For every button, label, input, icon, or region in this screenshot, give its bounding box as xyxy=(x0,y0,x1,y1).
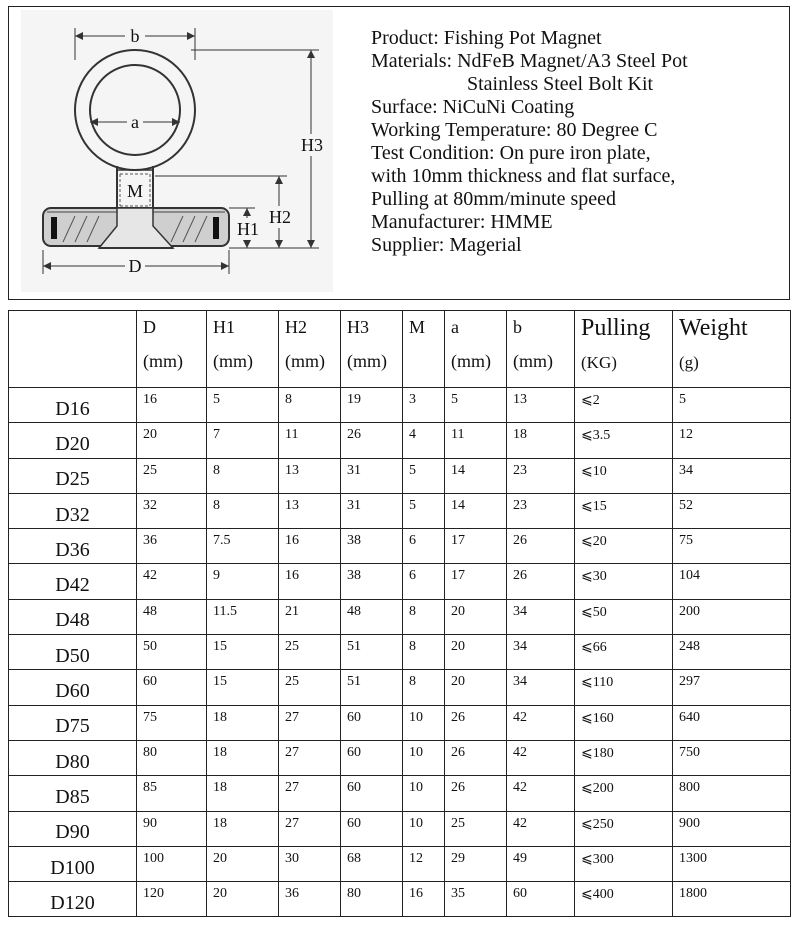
table-cell: 20 xyxy=(137,423,207,458)
table-cell: ⩽400 xyxy=(575,882,673,917)
table-cell: 640 xyxy=(673,705,791,740)
table-cell: 8 xyxy=(207,458,279,493)
header-label: Weight xyxy=(679,315,748,341)
model-cell: D75 xyxy=(9,705,137,740)
table-cell: 20 xyxy=(445,635,507,670)
table-row xyxy=(9,846,791,881)
header-unit: (mm) xyxy=(451,351,491,371)
table-cell: 11 xyxy=(445,423,507,458)
table-cell: 68 xyxy=(341,846,403,881)
header-label: a xyxy=(451,317,459,337)
table-cell: 12 xyxy=(403,846,445,881)
header-cell xyxy=(403,311,445,388)
table-cell: 42 xyxy=(507,776,575,811)
table-cell: 16 xyxy=(279,529,341,564)
table-cell: 900 xyxy=(673,811,791,846)
table-cell: 25 xyxy=(279,635,341,670)
table-cell: 19 xyxy=(341,388,403,423)
table-cell: 38 xyxy=(341,529,403,564)
spec-materials-cont: Stainless Steel Bolt Kit xyxy=(467,73,654,95)
label-d: D xyxy=(128,256,142,276)
table-row xyxy=(9,599,791,634)
table-cell: ⩽160 xyxy=(575,705,673,740)
table-cell: 1800 xyxy=(673,882,791,917)
header-cell xyxy=(279,311,341,388)
table-row xyxy=(9,564,791,599)
table-cell: ⩽200 xyxy=(575,776,673,811)
table-cell: 17 xyxy=(445,564,507,599)
table-cell: 5 xyxy=(445,388,507,423)
table-cell: 18 xyxy=(207,811,279,846)
table-cell: 29 xyxy=(445,846,507,881)
table-cell: 60 xyxy=(341,740,403,775)
table-cell: 26 xyxy=(507,529,575,564)
table-cell: 49 xyxy=(507,846,575,881)
header-cell xyxy=(9,311,137,388)
table-row xyxy=(9,635,791,670)
table-cell: ⩽15 xyxy=(575,493,673,528)
model-cell: D60 xyxy=(9,670,137,705)
table-cell: ⩽66 xyxy=(575,635,673,670)
label-b: b xyxy=(130,26,140,46)
model-cell: D80 xyxy=(9,740,137,775)
header-label: H3 xyxy=(347,317,369,337)
table-cell: 11.5 xyxy=(207,599,279,634)
spec-table xyxy=(8,310,791,917)
header-unit: (mm) xyxy=(513,351,553,371)
table-cell: 15 xyxy=(207,670,279,705)
table-cell: 75 xyxy=(673,529,791,564)
table-cell: 11 xyxy=(279,423,341,458)
table-row xyxy=(9,423,791,458)
table-cell: 52 xyxy=(673,493,791,528)
spec-table-container xyxy=(8,310,790,917)
model-cell: D100 xyxy=(9,846,137,881)
header-unit: (mm) xyxy=(347,351,387,371)
table-cell: 13 xyxy=(279,458,341,493)
table-cell: 34 xyxy=(673,458,791,493)
table-cell: 25 xyxy=(137,458,207,493)
table-cell: 10 xyxy=(403,705,445,740)
table-cell: 20 xyxy=(445,599,507,634)
spec-manufacturer: Manufacturer: HMME xyxy=(371,211,553,233)
table-cell: ⩽250 xyxy=(575,811,673,846)
table-cell: 17 xyxy=(445,529,507,564)
spec-surface: Surface: NiCuNi Coating xyxy=(371,96,575,118)
table-cell: 25 xyxy=(445,811,507,846)
table-cell: 5 xyxy=(207,388,279,423)
table-cell: ⩽180 xyxy=(575,740,673,775)
table-cell: 27 xyxy=(279,705,341,740)
table-cell: 60 xyxy=(341,705,403,740)
table-cell: 8 xyxy=(279,388,341,423)
table-cell: 90 xyxy=(137,811,207,846)
table-cell: 14 xyxy=(445,493,507,528)
table-cell: 80 xyxy=(341,882,403,917)
spec-working-temp: Working Temperature: 80 Degree C xyxy=(371,119,658,141)
table-cell: ⩽10 xyxy=(575,458,673,493)
spec-materials: Materials: NdFeB Magnet/A3 Steel Pot xyxy=(371,50,688,72)
table-cell: 21 xyxy=(279,599,341,634)
table-cell: 5 xyxy=(403,493,445,528)
table-cell: 27 xyxy=(279,811,341,846)
table-cell: 42 xyxy=(137,564,207,599)
header-unit: (KG) xyxy=(581,353,617,372)
header-label: H1 xyxy=(213,317,235,337)
label-a: a xyxy=(131,112,139,132)
table-row xyxy=(9,670,791,705)
model-cell: D48 xyxy=(9,599,137,634)
table-cell: 100 xyxy=(137,846,207,881)
table-cell: 9 xyxy=(207,564,279,599)
header-label: D xyxy=(143,317,156,337)
table-cell: 34 xyxy=(507,599,575,634)
table-row xyxy=(9,388,791,423)
table-cell: 248 xyxy=(673,635,791,670)
table-cell: 31 xyxy=(341,458,403,493)
diagram-drawing xyxy=(21,10,333,292)
table-cell: 34 xyxy=(507,670,575,705)
model-cell: D120 xyxy=(9,882,137,917)
table-cell: 26 xyxy=(445,776,507,811)
spec-test-condition-2: with 10mm thickness and flat surface, xyxy=(371,165,676,187)
table-cell: 16 xyxy=(279,564,341,599)
table-cell: 8 xyxy=(403,599,445,634)
table-cell: 7.5 xyxy=(207,529,279,564)
table-header xyxy=(9,311,791,388)
table-cell: 10 xyxy=(403,740,445,775)
table-cell: 51 xyxy=(341,670,403,705)
product-specs xyxy=(371,27,781,257)
header-cell xyxy=(341,311,403,388)
header-unit: (mm) xyxy=(285,351,325,371)
table-cell: 51 xyxy=(341,635,403,670)
table-cell: ⩽3.5 xyxy=(575,423,673,458)
table-cell: 18 xyxy=(207,740,279,775)
model-cell: D16 xyxy=(9,388,137,423)
table-cell: 200 xyxy=(673,599,791,634)
table-cell: 26 xyxy=(507,564,575,599)
table-cell: 8 xyxy=(403,635,445,670)
table-cell: 20 xyxy=(207,882,279,917)
table-cell: 36 xyxy=(279,882,341,917)
table-cell: 8 xyxy=(207,493,279,528)
table-row xyxy=(9,493,791,528)
table-cell: 6 xyxy=(403,529,445,564)
table-cell: 48 xyxy=(137,599,207,634)
table-cell: 4 xyxy=(403,423,445,458)
header-label: Pulling xyxy=(581,315,651,341)
table-row xyxy=(9,811,791,846)
table-cell: 10 xyxy=(403,776,445,811)
table-cell: 60 xyxy=(507,882,575,917)
table-cell: 36 xyxy=(137,529,207,564)
table-cell: 26 xyxy=(445,705,507,740)
header-unit: (mm) xyxy=(143,351,183,371)
table-cell: 750 xyxy=(673,740,791,775)
table-row xyxy=(9,740,791,775)
table-cell: 120 xyxy=(137,882,207,917)
label-h3: H3 xyxy=(301,135,323,155)
table-cell: 13 xyxy=(279,493,341,528)
header-cell xyxy=(207,311,279,388)
table-row xyxy=(9,458,791,493)
model-cell: D25 xyxy=(9,458,137,493)
table-cell: 26 xyxy=(445,740,507,775)
table-cell: ⩽30 xyxy=(575,564,673,599)
table-cell: 5 xyxy=(403,458,445,493)
table-cell: 1300 xyxy=(673,846,791,881)
table-cell: 34 xyxy=(507,635,575,670)
table-cell: 50 xyxy=(137,635,207,670)
table-cell: 14 xyxy=(445,458,507,493)
table-cell: 18 xyxy=(507,423,575,458)
header-cell xyxy=(445,311,507,388)
table-cell: 20 xyxy=(445,670,507,705)
table-cell: 23 xyxy=(507,493,575,528)
table-cell: 26 xyxy=(341,423,403,458)
spec-test-condition: Test Condition: On pure iron plate, xyxy=(371,142,651,164)
table-cell: 15 xyxy=(207,635,279,670)
model-cell: D42 xyxy=(9,564,137,599)
table-cell: 60 xyxy=(341,811,403,846)
table-cell: 75 xyxy=(137,705,207,740)
table-cell: ⩽300 xyxy=(575,846,673,881)
model-cell: D20 xyxy=(9,423,137,458)
table-cell: 42 xyxy=(507,705,575,740)
table-row xyxy=(9,882,791,917)
table-cell: 60 xyxy=(341,776,403,811)
table-cell: 8 xyxy=(403,670,445,705)
header-cell xyxy=(575,311,673,388)
header-label: H2 xyxy=(285,317,307,337)
table-cell: 23 xyxy=(507,458,575,493)
table-cell: 18 xyxy=(207,776,279,811)
table-cell: 60 xyxy=(137,670,207,705)
table-cell: 800 xyxy=(673,776,791,811)
table-cell: 31 xyxy=(341,493,403,528)
model-cell: D50 xyxy=(9,635,137,670)
table-cell: 5 xyxy=(673,388,791,423)
spec-product: Product: Fishing Pot Magnet xyxy=(371,27,602,49)
header-unit: (mm) xyxy=(213,351,253,371)
header-cell xyxy=(673,311,791,388)
table-cell: 12 xyxy=(673,423,791,458)
label-m: M xyxy=(126,181,144,201)
header-cell xyxy=(137,311,207,388)
table-cell: 27 xyxy=(279,740,341,775)
table-row xyxy=(9,776,791,811)
table-cell: 42 xyxy=(507,740,575,775)
table-cell: 30 xyxy=(279,846,341,881)
table-cell: 85 xyxy=(137,776,207,811)
label-h1: H1 xyxy=(237,219,259,239)
magnet-dimension-diagram xyxy=(21,10,333,292)
spec-test-condition-3: Pulling at 80mm/minute speed xyxy=(371,188,616,210)
model-cell: D85 xyxy=(9,776,137,811)
header-label: M xyxy=(409,317,426,337)
table-cell: 297 xyxy=(673,670,791,705)
table-cell: ⩽2 xyxy=(575,388,673,423)
table-cell: 80 xyxy=(137,740,207,775)
table-cell: 13 xyxy=(507,388,575,423)
table-cell: 32 xyxy=(137,493,207,528)
table-cell: 18 xyxy=(207,705,279,740)
table-cell: ⩽20 xyxy=(575,529,673,564)
table-cell: 25 xyxy=(279,670,341,705)
model-cell: D36 xyxy=(9,529,137,564)
table-cell: ⩽50 xyxy=(575,599,673,634)
table-body xyxy=(9,388,791,917)
table-cell: 16 xyxy=(403,882,445,917)
table-cell: 27 xyxy=(279,776,341,811)
label-h2: H2 xyxy=(269,207,291,227)
model-cell: D32 xyxy=(9,493,137,528)
spec-supplier: Supplier: Magerial xyxy=(371,234,522,256)
table-cell: 38 xyxy=(341,564,403,599)
table-row xyxy=(9,705,791,740)
header-unit: (g) xyxy=(679,353,699,372)
table-cell: ⩽110 xyxy=(575,670,673,705)
table-cell: 48 xyxy=(341,599,403,634)
table-cell: 35 xyxy=(445,882,507,917)
header-label: b xyxy=(513,317,522,337)
product-info-panel xyxy=(8,6,790,300)
table-cell: 20 xyxy=(207,846,279,881)
magnet-right xyxy=(213,217,219,239)
table-cell: 16 xyxy=(137,388,207,423)
ring-inner xyxy=(90,65,180,155)
table-row xyxy=(9,529,791,564)
model-cell: D90 xyxy=(9,811,137,846)
header-cell xyxy=(507,311,575,388)
magnet-left xyxy=(51,217,57,239)
table-cell: 42 xyxy=(507,811,575,846)
table-cell: 104 xyxy=(673,564,791,599)
table-cell: 10 xyxy=(403,811,445,846)
table-cell: 3 xyxy=(403,388,445,423)
table-cell: 6 xyxy=(403,564,445,599)
ring-outer xyxy=(75,50,195,170)
table-cell: 7 xyxy=(207,423,279,458)
header-row xyxy=(9,311,791,388)
